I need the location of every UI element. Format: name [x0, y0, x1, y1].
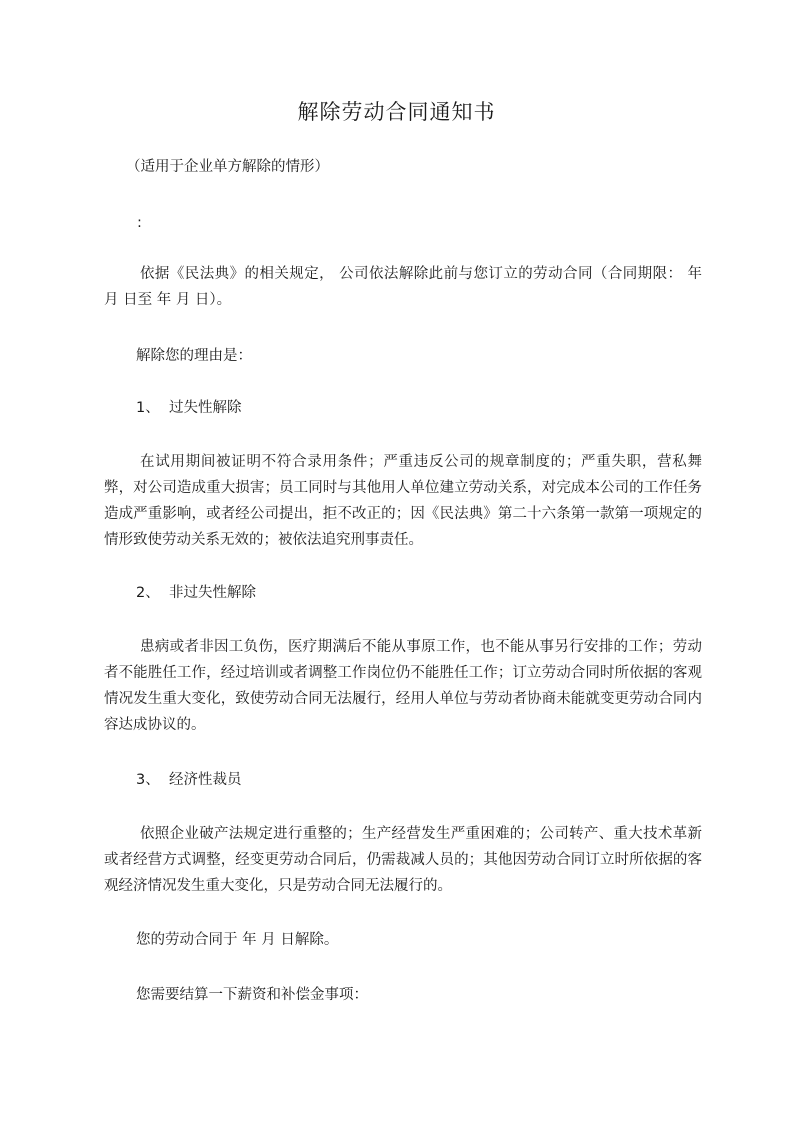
document-subtitle: （适用于企业单方解除的情形）: [126, 159, 329, 175]
section-heading: [136, 769, 242, 791]
intro-paragraph: 依据《民法典》的相关规定， 公司依法解除此前与您订立的劳动合同（合同期限： 年 月 日至 年 月 日）。: [104, 266, 702, 308]
section-title: 经济性裁员: [169, 772, 242, 788]
document-title: 解除劳动合同通知书: [297, 100, 496, 124]
section-body: 患病或者非因工负伤，医疗期满后不能从事原工作，也不能从事另行安排的工作；劳动者不能胜任工作，经过培训或者调整工作岗位仍不能胜任工作；订立劳动合同时所依据的客观情况发生重大变化，致使劳动合同无法履行，经用人单位与劳动者协商未能就变更劳动合同内容达成协议的。: [104, 639, 702, 733]
reasons-heading: 解除您的理由是：: [136, 348, 252, 364]
section-number: 1、: [136, 400, 160, 416]
section-number: 2、: [136, 585, 160, 601]
termination-date: 您的劳动合同于 年 月 日解除。: [136, 932, 339, 948]
salutation: :: [137, 215, 142, 231]
section-body: 在试用期间被证明不符合录用条件；严重违反公司的规章制度的；严重失职，营私舞弊，对公司造成重大损害；员工同时与其他用人单位建立劳动关系，对完成本公司的工作任务造成严重影响，或者经公司提出，拒不改正的；因《民法典》第二十六条第一款第一项规定的情形致使劳动关系无效的；被依法追究刑事责任。: [104, 454, 702, 548]
section-title: 非过失性解除: [169, 585, 256, 601]
settlement-note: 您需要结算一下薪资和补偿金事项：: [136, 987, 368, 1003]
section-heading: [136, 582, 256, 604]
section-number: 3、: [136, 772, 160, 788]
section-heading: [136, 397, 242, 419]
section-title: 过失性解除: [169, 400, 242, 416]
section-body: 依照企业破产法规定进行重整的；生产经营发生严重困难的；公司转产、重大技术革新或者经营方式调整，经变更劳动合同后，仍需裁减人员的；其他因劳动合同订立时所依据的客观经济情况发生重大变化，只是劳动合同无法履行的。: [104, 826, 702, 894]
